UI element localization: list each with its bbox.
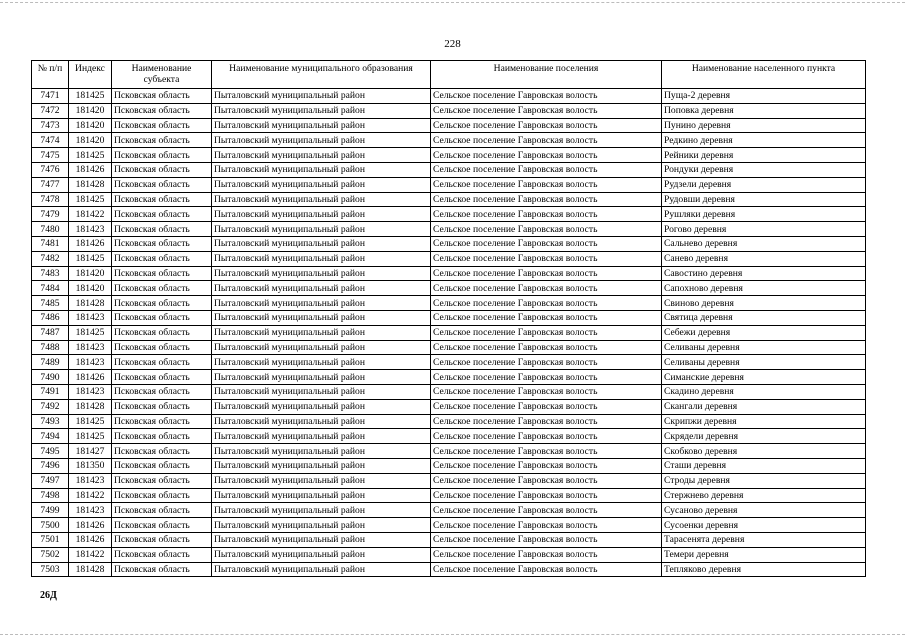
cell-settlement: Сельское поселение Гавровская волость — [431, 414, 662, 429]
cell-municipal: Пыталовский муниципальный район — [212, 340, 431, 355]
cell-subject: Псковская область — [112, 266, 212, 281]
cell-locality: Рушляки деревня — [662, 207, 866, 222]
cell-locality: Скрядели деревня — [662, 429, 866, 444]
table-row — [32, 399, 866, 414]
cell-municipal: Пыталовский муниципальный район — [212, 399, 431, 414]
cell-municipal: Пыталовский муниципальный район — [212, 444, 431, 459]
cell-subject: Псковская область — [112, 503, 212, 518]
cell-locality: Пунино деревня — [662, 118, 866, 133]
cell-index: 181428 — [69, 296, 112, 311]
table-row — [32, 532, 866, 547]
table-row — [32, 251, 866, 266]
cell-settlement: Сельское поселение Гавровская волость — [431, 118, 662, 133]
cell-index: 181423 — [69, 503, 112, 518]
cell-settlement: Сельское поселение Гавровская волость — [431, 547, 662, 562]
cell-subject: Псковская область — [112, 370, 212, 385]
cell-index: 181423 — [69, 355, 112, 370]
cell-num: 7489 — [32, 355, 69, 370]
cell-subject: Псковская область — [112, 207, 212, 222]
cell-index: 181423 — [69, 222, 112, 237]
table-row — [32, 162, 866, 177]
cell-settlement: Сельское поселение Гавровская волость — [431, 89, 662, 104]
cell-locality: Скрипжи деревня — [662, 414, 866, 429]
cell-settlement: Сельское поселение Гавровская волость — [431, 281, 662, 296]
cell-settlement: Сельское поселение Гавровская волость — [431, 266, 662, 281]
cell-num: 7492 — [32, 399, 69, 414]
cell-subject: Псковская область — [112, 429, 212, 444]
cell-num: 7472 — [32, 103, 69, 118]
cell-locality: Редкино деревня — [662, 133, 866, 148]
cell-index: 181428 — [69, 562, 112, 577]
table-row — [32, 547, 866, 562]
cell-index: 181426 — [69, 518, 112, 533]
cell-locality: Скобково деревня — [662, 444, 866, 459]
table-row — [32, 488, 866, 503]
cell-municipal: Пыталовский муниципальный район — [212, 281, 431, 296]
cell-index: 181423 — [69, 384, 112, 399]
cell-subject: Псковская область — [112, 281, 212, 296]
cell-index: 181425 — [69, 192, 112, 207]
cell-index: 181427 — [69, 444, 112, 459]
cell-index: 181425 — [69, 429, 112, 444]
cell-settlement: Сельское поселение Гавровская волость — [431, 488, 662, 503]
cell-settlement: Сельское поселение Гавровская волость — [431, 370, 662, 385]
table-row — [32, 503, 866, 518]
cell-subject: Псковская область — [112, 458, 212, 473]
cell-settlement: Сельское поселение Гавровская волость — [431, 518, 662, 533]
cell-index: 181425 — [69, 251, 112, 266]
cell-settlement: Сельское поселение Гавровская волость — [431, 384, 662, 399]
cell-settlement: Сельское поселение Гавровская волость — [431, 162, 662, 177]
table-row — [32, 148, 866, 163]
cell-municipal: Пыталовский муниципальный район — [212, 296, 431, 311]
cell-locality: Сусаново деревня — [662, 503, 866, 518]
footer-code: 26Д — [40, 590, 57, 601]
table-row — [32, 310, 866, 325]
cell-settlement: Сельское поселение Гавровская волость — [431, 473, 662, 488]
cell-num: 7471 — [32, 89, 69, 104]
cell-municipal: Пыталовский муниципальный район — [212, 118, 431, 133]
cell-subject: Псковская область — [112, 444, 212, 459]
cell-municipal: Пыталовский муниципальный район — [212, 370, 431, 385]
table-row — [32, 458, 866, 473]
cell-subject: Псковская область — [112, 222, 212, 237]
cell-index: 181426 — [69, 162, 112, 177]
cell-settlement: Сельское поселение Гавровская волость — [431, 444, 662, 459]
cell-locality: Скангали деревня — [662, 399, 866, 414]
cell-municipal: Пыталовский муниципальный район — [212, 222, 431, 237]
cell-subject: Псковская область — [112, 296, 212, 311]
cell-municipal: Пыталовский муниципальный район — [212, 207, 431, 222]
table-row — [32, 325, 866, 340]
cell-locality: Рейники деревня — [662, 148, 866, 163]
cell-municipal: Пыталовский муниципальный район — [212, 532, 431, 547]
table-row — [32, 444, 866, 459]
cell-subject: Псковская область — [112, 355, 212, 370]
cell-municipal: Пыталовский муниципальный район — [212, 310, 431, 325]
cell-subject: Псковская область — [112, 192, 212, 207]
cell-municipal: Пыталовский муниципальный район — [212, 384, 431, 399]
cell-num: 7474 — [32, 133, 69, 148]
cell-subject: Псковская область — [112, 251, 212, 266]
cell-index: 181422 — [69, 488, 112, 503]
cell-index: 181420 — [69, 281, 112, 296]
cell-index: 181426 — [69, 370, 112, 385]
cell-municipal: Пыталовский муниципальный район — [212, 177, 431, 192]
header-locality: Наименование населенного пункта — [662, 61, 866, 89]
cell-num: 7496 — [32, 458, 69, 473]
cell-locality: Стержнево деревня — [662, 488, 866, 503]
cell-settlement: Сельское поселение Гавровская волость — [431, 177, 662, 192]
cell-locality: Рондуки деревня — [662, 162, 866, 177]
cell-index: 181426 — [69, 236, 112, 251]
table-row — [32, 118, 866, 133]
cell-index: 181425 — [69, 325, 112, 340]
cell-subject: Псковская область — [112, 399, 212, 414]
cell-num: 7483 — [32, 266, 69, 281]
cell-index: 181428 — [69, 399, 112, 414]
cell-num: 7494 — [32, 429, 69, 444]
table-row — [32, 177, 866, 192]
cell-municipal: Пыталовский муниципальный район — [212, 162, 431, 177]
cell-municipal: Пыталовский муниципальный район — [212, 518, 431, 533]
page-number: 228 — [444, 38, 461, 50]
cell-subject: Псковская область — [112, 236, 212, 251]
cell-index: 181422 — [69, 207, 112, 222]
table-body — [32, 89, 866, 577]
cell-subject: Псковская область — [112, 547, 212, 562]
cell-locality: Тарасенята деревня — [662, 532, 866, 547]
cell-subject: Псковская область — [112, 310, 212, 325]
cell-subject: Псковская область — [112, 133, 212, 148]
cell-locality: Пуща-2 деревня — [662, 89, 866, 104]
cell-num: 7503 — [32, 562, 69, 577]
table-row — [32, 296, 866, 311]
table-row — [32, 355, 866, 370]
cell-subject: Псковская область — [112, 177, 212, 192]
cell-index: 181422 — [69, 547, 112, 562]
cell-num: 7482 — [32, 251, 69, 266]
cell-settlement: Сельское поселение Гавровская волость — [431, 503, 662, 518]
cell-settlement: Сельское поселение Гавровская волость — [431, 532, 662, 547]
page-edge-top — [0, 2, 905, 3]
table-row — [32, 562, 866, 577]
cell-municipal: Пыталовский муниципальный район — [212, 236, 431, 251]
cell-municipal: Пыталовский муниципальный район — [212, 488, 431, 503]
cell-settlement: Сельское поселение Гавровская волость — [431, 562, 662, 577]
cell-num: 7498 — [32, 488, 69, 503]
cell-index: 181428 — [69, 177, 112, 192]
cell-settlement: Сельское поселение Гавровская волость — [431, 133, 662, 148]
cell-municipal: Пыталовский муниципальный район — [212, 503, 431, 518]
cell-subject: Псковская область — [112, 340, 212, 355]
cell-subject: Псковская область — [112, 118, 212, 133]
cell-index: 181425 — [69, 89, 112, 104]
cell-settlement: Сельское поселение Гавровская волость — [431, 429, 662, 444]
cell-settlement: Сельское поселение Гавровская волость — [431, 207, 662, 222]
cell-settlement: Сельское поселение Гавровская волость — [431, 296, 662, 311]
cell-locality: Сусоенки деревня — [662, 518, 866, 533]
cell-num: 7484 — [32, 281, 69, 296]
cell-municipal: Пыталовский муниципальный район — [212, 266, 431, 281]
cell-locality: Рудовши деревня — [662, 192, 866, 207]
table-row — [32, 222, 866, 237]
cell-index: 181420 — [69, 266, 112, 281]
cell-settlement: Сельское поселение Гавровская волость — [431, 399, 662, 414]
header-municipal: Наименование муниципального образования — [212, 61, 431, 89]
cell-locality: Скадино деревня — [662, 384, 866, 399]
table-row — [32, 103, 866, 118]
cell-index: 181423 — [69, 310, 112, 325]
table-row — [32, 414, 866, 429]
cell-municipal: Пыталовский муниципальный район — [212, 325, 431, 340]
cell-num: 7500 — [32, 518, 69, 533]
cell-settlement: Сельское поселение Гавровская волость — [431, 103, 662, 118]
page-edge-bottom — [0, 634, 905, 635]
localities-table — [31, 60, 866, 577]
header-settlement: Наименование поселения — [431, 61, 662, 89]
cell-num: 7493 — [32, 414, 69, 429]
cell-municipal: Пыталовский муниципальный район — [212, 251, 431, 266]
cell-locality: Себежи деревня — [662, 325, 866, 340]
cell-subject: Псковская область — [112, 562, 212, 577]
cell-settlement: Сельское поселение Гавровская волость — [431, 355, 662, 370]
cell-num: 7499 — [32, 503, 69, 518]
cell-num: 7479 — [32, 207, 69, 222]
header-num: № п/п — [32, 61, 69, 89]
cell-index: 181420 — [69, 103, 112, 118]
cell-index: 181420 — [69, 118, 112, 133]
cell-num: 7497 — [32, 473, 69, 488]
cell-locality: Сальнево деревня — [662, 236, 866, 251]
cell-num: 7480 — [32, 222, 69, 237]
cell-subject: Псковская область — [112, 89, 212, 104]
table-row — [32, 370, 866, 385]
cell-index: 181423 — [69, 473, 112, 488]
cell-municipal: Пыталовский муниципальный район — [212, 103, 431, 118]
cell-locality: Селиваны деревня — [662, 340, 866, 355]
table-row — [32, 192, 866, 207]
cell-num: 7491 — [32, 384, 69, 399]
cell-num: 7481 — [32, 236, 69, 251]
cell-subject: Псковская область — [112, 414, 212, 429]
cell-num: 7495 — [32, 444, 69, 459]
cell-index: 181423 — [69, 340, 112, 355]
cell-municipal: Пыталовский муниципальный район — [212, 414, 431, 429]
cell-num: 7485 — [32, 296, 69, 311]
table-row — [32, 473, 866, 488]
cell-municipal: Пыталовский муниципальный район — [212, 192, 431, 207]
header-index: Индекс — [69, 61, 112, 89]
cell-locality: Тепляково деревня — [662, 562, 866, 577]
cell-index: 181426 — [69, 532, 112, 547]
cell-settlement: Сельское поселение Гавровская волость — [431, 148, 662, 163]
table-row — [32, 384, 866, 399]
cell-subject: Псковская область — [112, 162, 212, 177]
cell-municipal: Пыталовский муниципальный район — [212, 148, 431, 163]
cell-num: 7487 — [32, 325, 69, 340]
cell-settlement: Сельское поселение Гавровская волость — [431, 458, 662, 473]
cell-num: 7473 — [32, 118, 69, 133]
table-row — [32, 133, 866, 148]
cell-municipal: Пыталовский муниципальный район — [212, 429, 431, 444]
cell-index: 181350 — [69, 458, 112, 473]
cell-num: 7475 — [32, 148, 69, 163]
cell-locality: Савостино деревня — [662, 266, 866, 281]
cell-settlement: Сельское поселение Гавровская волость — [431, 340, 662, 355]
cell-settlement: Сельское поселение Гавровская волость — [431, 192, 662, 207]
table-row — [32, 429, 866, 444]
cell-num: 7501 — [32, 532, 69, 547]
table-header-row — [32, 61, 866, 89]
cell-subject: Псковская область — [112, 325, 212, 340]
cell-municipal: Пыталовский муниципальный район — [212, 473, 431, 488]
cell-index: 181425 — [69, 148, 112, 163]
cell-num: 7488 — [32, 340, 69, 355]
cell-num: 7490 — [32, 370, 69, 385]
cell-num: 7477 — [32, 177, 69, 192]
table-row — [32, 518, 866, 533]
cell-index: 181425 — [69, 414, 112, 429]
cell-locality: Темери деревня — [662, 547, 866, 562]
cell-subject: Псковская область — [112, 532, 212, 547]
cell-settlement: Сельское поселение Гавровская волость — [431, 310, 662, 325]
table-row — [32, 236, 866, 251]
cell-locality: Селиваны деревня — [662, 355, 866, 370]
cell-subject: Псковская область — [112, 488, 212, 503]
cell-locality: Поповка деревня — [662, 103, 866, 118]
table-row — [32, 266, 866, 281]
table-row — [32, 89, 866, 104]
table-row — [32, 340, 866, 355]
cell-index: 181420 — [69, 133, 112, 148]
cell-subject: Псковская область — [112, 518, 212, 533]
cell-subject: Псковская область — [112, 473, 212, 488]
cell-locality: Рогово деревня — [662, 222, 866, 237]
cell-num: 7486 — [32, 310, 69, 325]
cell-subject: Псковская область — [112, 148, 212, 163]
cell-municipal: Пыталовский муниципальный район — [212, 89, 431, 104]
table-row — [32, 207, 866, 222]
cell-municipal: Пыталовский муниципальный район — [212, 355, 431, 370]
cell-locality: Рудзели деревня — [662, 177, 866, 192]
cell-settlement: Сельское поселение Гавровская волость — [431, 325, 662, 340]
cell-num: 7476 — [32, 162, 69, 177]
cell-locality: Свиново деревня — [662, 296, 866, 311]
table-row — [32, 281, 866, 296]
cell-municipal: Пыталовский муниципальный район — [212, 133, 431, 148]
cell-locality: Сташи деревня — [662, 458, 866, 473]
cell-locality: Святица деревня — [662, 310, 866, 325]
cell-locality: Симанские деревня — [662, 370, 866, 385]
cell-subject: Псковская область — [112, 384, 212, 399]
cell-num: 7502 — [32, 547, 69, 562]
header-subject: Наименование субъекта — [112, 61, 212, 89]
cell-settlement: Сельское поселение Гавровская волость — [431, 236, 662, 251]
cell-settlement: Сельское поселение Гавровская волость — [431, 222, 662, 237]
cell-settlement: Сельское поселение Гавровская волость — [431, 251, 662, 266]
cell-municipal: Пыталовский муниципальный район — [212, 458, 431, 473]
cell-locality: Строды деревня — [662, 473, 866, 488]
cell-municipal: Пыталовский муниципальный район — [212, 562, 431, 577]
cell-municipal: Пыталовский муниципальный район — [212, 547, 431, 562]
cell-locality: Сапохново деревня — [662, 281, 866, 296]
cell-num: 7478 — [32, 192, 69, 207]
cell-subject: Псковская область — [112, 103, 212, 118]
cell-locality: Санево деревня — [662, 251, 866, 266]
